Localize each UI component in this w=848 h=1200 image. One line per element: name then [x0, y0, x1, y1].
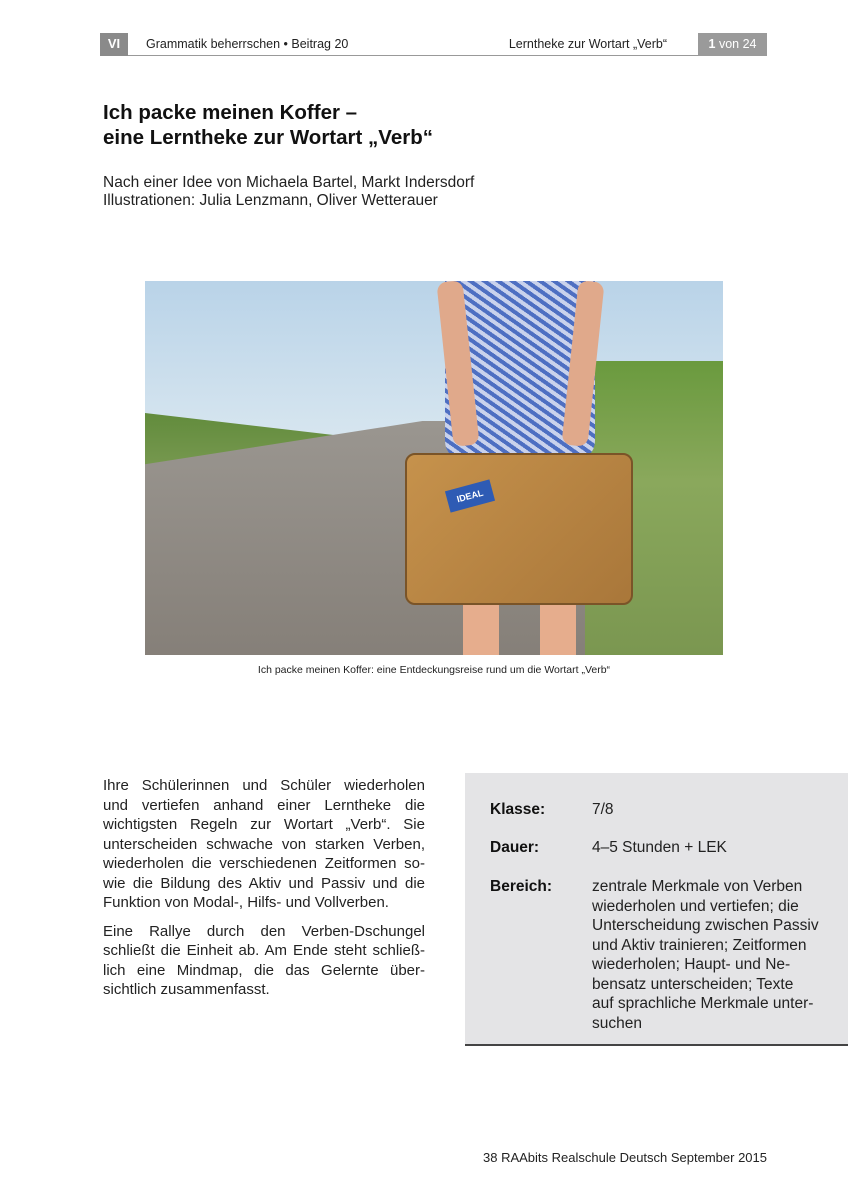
- page-indicator: [698, 33, 767, 56]
- text-line: und vertiefen anhand einer Lerntheke die: [103, 796, 425, 814]
- cover-photo: [145, 281, 723, 655]
- page-header: [100, 33, 767, 56]
- dauer-value: 4–5 Stunden + LEK: [592, 839, 727, 856]
- bereich-label: Bereich:: [490, 878, 553, 895]
- bereich-line: zentrale Merkmale von Verben: [592, 878, 803, 895]
- text-line: Eine Rallye durch den Verben-Dschungel: [103, 922, 425, 940]
- bereich-line: und Aktiv trainieren; Zeitformen: [592, 936, 807, 954]
- bereich-line: wiederholen und vertiefen; die: [592, 897, 799, 915]
- text-line: lich eine Mindmap, die das Gelernte über-: [103, 961, 425, 979]
- text-line: schließt die Einheit ab. Am Ende steht schließ-: [103, 942, 425, 959]
- page-footer: 38 RAAbits Realschule Deutsch September 2015: [483, 1150, 767, 1165]
- bereich-line: Unterscheidung zwischen Passiv: [592, 917, 819, 934]
- ideal-sticker: IDEAL: [445, 479, 495, 512]
- page-title: [103, 100, 433, 150]
- info-box: [465, 773, 848, 1046]
- dauer-label: Dauer:: [490, 839, 540, 856]
- title-line-2: eine Lerntheke zur Wortart „Verb“: [103, 126, 433, 149]
- page-total: von 24: [718, 37, 757, 51]
- page-number: 1: [708, 37, 716, 51]
- credits: [103, 174, 474, 210]
- text-line: Funktion von Modal-, Hilfs- und Vollverben.: [103, 894, 389, 911]
- bereich-line: wiederholen; Haupt- und Ne-: [592, 956, 791, 973]
- text-line: wiederholen die verschiedenen Zeitformen so-: [103, 855, 425, 872]
- header-series: Grammatik beherrschen • Beitrag 20: [146, 37, 349, 51]
- klasse-value: 7/8: [592, 801, 614, 818]
- intro-text: [103, 776, 425, 1000]
- bereich-line: bensatz unterscheiden; Texte: [592, 975, 794, 993]
- bereich-value: [592, 877, 832, 1033]
- bereich-line: auf sprachliche Merkmale unter-: [592, 995, 814, 1012]
- klasse-label: Klasse:: [490, 801, 546, 818]
- text-line: unterscheiden schwache von starken Verben,: [103, 835, 425, 853]
- header-topic: Lerntheke zur Wortart „Verb“: [508, 37, 667, 51]
- credit-illustrations: Illustrationen: Julia Lenzmann, Oliver Wetterauer: [103, 192, 438, 209]
- suitcase: [405, 453, 633, 605]
- photo-caption: Ich packe meinen Koffer: eine Entdeckungsreise rund um die Wortart „Verb“: [257, 664, 611, 676]
- title-line-1: Ich packe meinen Koffer –: [103, 101, 358, 124]
- credit-idea: Nach einer Idee von Michaela Bartel, Markt Indersdorf: [103, 174, 475, 191]
- text-line: Ihre Schülerinnen und Schüler wiederholen: [103, 777, 425, 794]
- bereich-line: suchen: [592, 1014, 642, 1032]
- text-line: wichtigsten Regeln zur Wortart „Verb“. Sie: [103, 816, 425, 833]
- section-badge: VI: [100, 33, 128, 56]
- text-line: sichtlich zusammenfasst.: [103, 981, 270, 998]
- text-line: wie die Bildung des Aktiv und Passiv und die: [103, 874, 425, 892]
